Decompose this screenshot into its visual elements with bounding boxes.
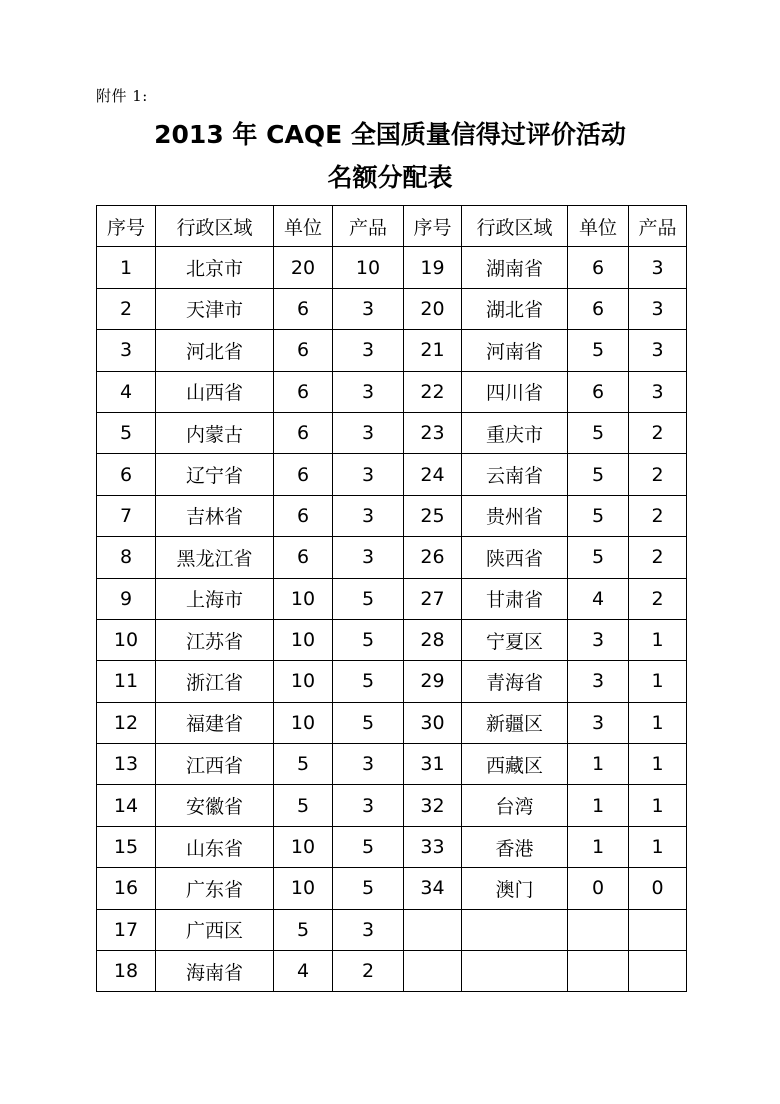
cell-units-left: 6 [274, 537, 333, 578]
cell-seq-right: 21 [404, 330, 462, 371]
cell-units-right: 3 [568, 619, 629, 660]
table-row [97, 785, 687, 826]
table-row [97, 537, 687, 578]
cell-region-right: 河南省 [462, 330, 568, 371]
cell-products-right: 1 [629, 785, 687, 826]
cell-seq-left: 8 [97, 537, 156, 578]
cell-region-right: 湖南省 [462, 247, 568, 288]
cell-units-right: 5 [568, 537, 629, 578]
cell-products-left: 3 [333, 330, 404, 371]
cell-seq-right: 28 [404, 619, 462, 660]
cell-region-left: 山东省 [156, 826, 274, 867]
cell-units-right: 5 [568, 495, 629, 536]
cell-seq-right: 26 [404, 537, 462, 578]
cell-products-left: 5 [333, 661, 404, 702]
cell-units-right: 5 [568, 330, 629, 371]
cell-products-right: 1 [629, 661, 687, 702]
cell-products-left: 3 [333, 371, 404, 412]
table-row [97, 454, 687, 495]
header-seq-right: 序号 [404, 206, 462, 247]
cell-region-right: 甘肃省 [462, 578, 568, 619]
cell-units-right: 3 [568, 702, 629, 743]
cell-region-left: 江西省 [156, 744, 274, 785]
cell-seq-left: 18 [97, 951, 156, 992]
cell-products-left: 2 [333, 951, 404, 992]
table-row [97, 412, 687, 453]
cell-products-left: 5 [333, 619, 404, 660]
cell-seq-left: 1 [97, 247, 156, 288]
cell-products-left: 3 [333, 412, 404, 453]
table-row [97, 619, 687, 660]
cell-seq-left: 2 [97, 288, 156, 329]
header-region-left: 行政区域 [156, 206, 274, 247]
cell-region-right: 青海省 [462, 661, 568, 702]
cell-region-left: 安徽省 [156, 785, 274, 826]
cell-units-right: 6 [568, 247, 629, 288]
cell-seq-right: 27 [404, 578, 462, 619]
table-row [97, 868, 687, 909]
cell-region-left: 北京市 [156, 247, 274, 288]
cell-units-right: 6 [568, 288, 629, 329]
cell-region-right: 贵州省 [462, 495, 568, 536]
cell-products-right: 1 [629, 744, 687, 785]
cell-region-right: 云南省 [462, 454, 568, 495]
cell-units-right: 1 [568, 744, 629, 785]
cell-seq-left: 14 [97, 785, 156, 826]
table-header-row [97, 206, 687, 247]
cell-units-left: 5 [274, 785, 333, 826]
cell-seq-right: 32 [404, 785, 462, 826]
cell-region-right: 澳门 [462, 868, 568, 909]
cell-units-left: 10 [274, 619, 333, 660]
table-row [97, 288, 687, 329]
allocation-table [96, 205, 687, 992]
cell-units-left: 10 [274, 868, 333, 909]
cell-products-left: 3 [333, 454, 404, 495]
cell-seq-right: 20 [404, 288, 462, 329]
cell-seq-left: 9 [97, 578, 156, 619]
cell-seq-right: 30 [404, 702, 462, 743]
header-seq-left: 序号 [97, 206, 156, 247]
cell-units-left: 10 [274, 826, 333, 867]
cell-region-left: 上海市 [156, 578, 274, 619]
cell-units-left: 10 [274, 578, 333, 619]
cell-region-left: 广西区 [156, 909, 274, 950]
cell-products-left: 5 [333, 868, 404, 909]
cell-products-left: 3 [333, 537, 404, 578]
cell-units-left: 6 [274, 330, 333, 371]
cell-region-left: 河北省 [156, 330, 274, 371]
cell-region-right [462, 951, 568, 992]
cell-region-right [462, 909, 568, 950]
header-region-right: 行政区域 [462, 206, 568, 247]
cell-products-right: 3 [629, 288, 687, 329]
cell-products-left: 5 [333, 702, 404, 743]
cell-products-left: 5 [333, 578, 404, 619]
cell-seq-left: 11 [97, 661, 156, 702]
cell-region-left: 海南省 [156, 951, 274, 992]
cell-region-right: 西藏区 [462, 744, 568, 785]
cell-region-right: 重庆市 [462, 412, 568, 453]
cell-seq-right: 31 [404, 744, 462, 785]
cell-region-right: 四川省 [462, 371, 568, 412]
cell-region-left: 黑龙江省 [156, 537, 274, 578]
cell-seq-right: 22 [404, 371, 462, 412]
cell-seq-left: 13 [97, 744, 156, 785]
table-row [97, 495, 687, 536]
header-products-right: 产品 [629, 206, 687, 247]
cell-region-left: 广东省 [156, 868, 274, 909]
cell-products-right [629, 951, 687, 992]
cell-units-left: 4 [274, 951, 333, 992]
cell-region-left: 福建省 [156, 702, 274, 743]
cell-units-left: 6 [274, 288, 333, 329]
cell-products-right: 2 [629, 454, 687, 495]
attachment-label: 附件 1: [96, 87, 148, 105]
cell-units-right: 5 [568, 454, 629, 495]
cell-region-left: 内蒙古 [156, 412, 274, 453]
cell-seq-left: 17 [97, 909, 156, 950]
table-row [97, 951, 687, 992]
cell-products-right [629, 909, 687, 950]
cell-units-right: 6 [568, 371, 629, 412]
cell-seq-left: 6 [97, 454, 156, 495]
cell-units-left: 6 [274, 495, 333, 536]
cell-units-left: 20 [274, 247, 333, 288]
table-row [97, 661, 687, 702]
cell-products-right: 1 [629, 619, 687, 660]
cell-region-left: 江苏省 [156, 619, 274, 660]
cell-units-right: 3 [568, 661, 629, 702]
cell-seq-left: 3 [97, 330, 156, 371]
cell-seq-right: 29 [404, 661, 462, 702]
table-row [97, 578, 687, 619]
cell-seq-right [404, 909, 462, 950]
header-products-left: 产品 [333, 206, 404, 247]
cell-products-left: 3 [333, 288, 404, 329]
cell-region-left: 浙江省 [156, 661, 274, 702]
cell-seq-right: 19 [404, 247, 462, 288]
cell-units-left: 6 [274, 454, 333, 495]
cell-products-right: 0 [629, 868, 687, 909]
cell-region-left: 辽宁省 [156, 454, 274, 495]
document-title: 2013 年 CAQE 全国质量信得过评价活动 [154, 120, 626, 149]
cell-products-right: 3 [629, 371, 687, 412]
cell-units-right: 1 [568, 826, 629, 867]
cell-seq-left: 10 [97, 619, 156, 660]
cell-products-right: 2 [629, 537, 687, 578]
cell-seq-right: 24 [404, 454, 462, 495]
document-subtitle: 名额分配表 [327, 163, 453, 192]
cell-region-right: 陕西省 [462, 537, 568, 578]
cell-seq-right [404, 951, 462, 992]
cell-seq-left: 7 [97, 495, 156, 536]
cell-region-right: 台湾 [462, 785, 568, 826]
cell-region-left: 吉林省 [156, 495, 274, 536]
cell-units-left: 10 [274, 702, 333, 743]
cell-products-right: 3 [629, 330, 687, 371]
table-row [97, 909, 687, 950]
cell-region-right: 新疆区 [462, 702, 568, 743]
cell-seq-right: 25 [404, 495, 462, 536]
cell-products-left: 3 [333, 785, 404, 826]
cell-products-left: 3 [333, 909, 404, 950]
cell-units-left: 5 [274, 909, 333, 950]
cell-region-left: 山西省 [156, 371, 274, 412]
cell-units-left: 6 [274, 412, 333, 453]
cell-products-left: 3 [333, 495, 404, 536]
cell-units-right [568, 951, 629, 992]
cell-units-left: 6 [274, 371, 333, 412]
cell-region-right: 宁夏区 [462, 619, 568, 660]
cell-units-right: 4 [568, 578, 629, 619]
cell-seq-right: 34 [404, 868, 462, 909]
cell-seq-left: 5 [97, 412, 156, 453]
cell-region-right: 湖北省 [462, 288, 568, 329]
cell-products-right: 2 [629, 412, 687, 453]
header-units-right: 单位 [568, 206, 629, 247]
cell-units-left: 10 [274, 661, 333, 702]
table-row [97, 371, 687, 412]
cell-seq-left: 12 [97, 702, 156, 743]
cell-seq-left: 16 [97, 868, 156, 909]
cell-products-right: 2 [629, 578, 687, 619]
cell-region-right: 香港 [462, 826, 568, 867]
cell-seq-right: 33 [404, 826, 462, 867]
cell-products-right: 1 [629, 826, 687, 867]
cell-products-right: 2 [629, 495, 687, 536]
cell-products-right: 3 [629, 247, 687, 288]
cell-seq-left: 15 [97, 826, 156, 867]
cell-units-right: 5 [568, 412, 629, 453]
cell-products-left: 3 [333, 744, 404, 785]
cell-products-left: 5 [333, 826, 404, 867]
header-units-left: 单位 [274, 206, 333, 247]
cell-products-left: 10 [333, 247, 404, 288]
table-row [97, 826, 687, 867]
table-row [97, 744, 687, 785]
cell-units-right: 0 [568, 868, 629, 909]
cell-units-left: 5 [274, 744, 333, 785]
table-row [97, 247, 687, 288]
cell-products-right: 1 [629, 702, 687, 743]
table-row [97, 330, 687, 371]
cell-seq-right: 23 [404, 412, 462, 453]
cell-region-left: 天津市 [156, 288, 274, 329]
cell-seq-left: 4 [97, 371, 156, 412]
table-row [97, 702, 687, 743]
cell-units-right [568, 909, 629, 950]
cell-units-right: 1 [568, 785, 629, 826]
